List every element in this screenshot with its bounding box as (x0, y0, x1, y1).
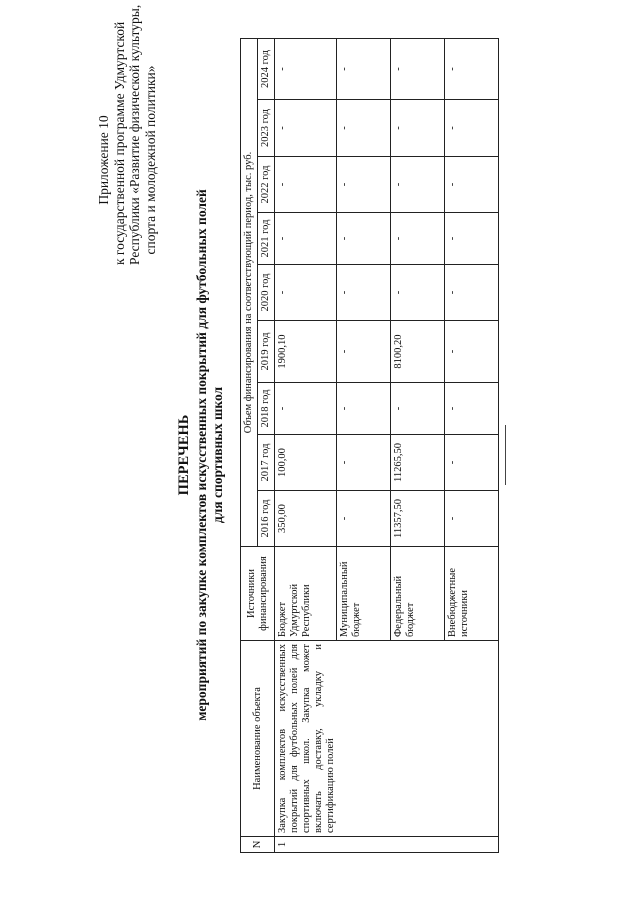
source-cell: Внебюджетные источники (445, 547, 499, 641)
value-cell: - (275, 383, 337, 435)
value-cell: - (445, 491, 499, 547)
value-cell: - (445, 383, 499, 435)
value-cell: - (445, 265, 499, 321)
value-cell: - (337, 157, 391, 213)
value-cell: - (445, 213, 499, 265)
value-cell: - (275, 100, 337, 157)
value-cell: - (337, 491, 391, 547)
value-cell: - (391, 100, 445, 157)
value-cell: - (445, 321, 499, 383)
header-number: N (241, 837, 275, 853)
header-volume: Объем финансирования на соответствующий период, тыс. руб. (241, 39, 258, 547)
year-header: 2021 год (258, 213, 275, 265)
value-cell: - (391, 213, 445, 265)
value-cell: - (445, 100, 499, 157)
year-header: 2020 год (258, 265, 275, 321)
value-cell: - (275, 265, 337, 321)
year-header: 2024 год (258, 39, 275, 100)
year-header: 2017 год (258, 435, 275, 491)
source-cell: Муниципальный бюджет (337, 547, 391, 641)
value-cell: - (275, 157, 337, 213)
appendix-note (96, 4, 158, 265)
value-cell: - (337, 39, 391, 100)
year-header: 2016 год (258, 491, 275, 547)
table-row (275, 39, 337, 853)
financing-table (240, 38, 499, 853)
year-header: 2018 год (258, 383, 275, 435)
value-cell: - (337, 100, 391, 157)
document-title (176, 125, 226, 785)
title-line: мероприятий по закупке комплектов искусственных покрытий для футбольных полей (194, 189, 209, 721)
value-cell: 11357,50 (391, 491, 445, 547)
value-cell: - (337, 213, 391, 265)
year-header: 2023 год (258, 100, 275, 157)
value-cell: - (337, 321, 391, 383)
value-cell: - (445, 435, 499, 491)
year-header: 2022 год (258, 157, 275, 213)
header-sources: Источники финансирования (241, 547, 275, 641)
title-heading: ПЕРЕЧЕНЬ (176, 414, 192, 496)
value-cell: 11265,50 (391, 435, 445, 491)
value-cell: 8100,20 (391, 321, 445, 383)
appendix-line: спорта и молодежной политики» (142, 65, 158, 255)
value-cell: - (275, 39, 337, 100)
value-cell: - (391, 39, 445, 100)
title-line: для спортивных школ (210, 386, 225, 524)
appendix-line: Республики «Развитие физической культуры, (127, 4, 142, 265)
appendix-line: к государственной программе Удмуртской (111, 21, 127, 265)
value-cell: - (337, 435, 391, 491)
value-cell: 350,00 (275, 491, 337, 547)
value-cell: - (337, 383, 391, 435)
value-cell: - (391, 383, 445, 435)
value-cell: - (445, 157, 499, 213)
value-cell: - (445, 39, 499, 100)
row-number: 1 (275, 837, 499, 853)
object-name: Закупка комплектов искусственных покрытий для футбольных полей для спортивных школ. Закупка может включать доставку, укладку и сертификацию полей (275, 641, 499, 837)
table-header-row (241, 39, 258, 853)
value-cell: - (391, 265, 445, 321)
value-cell: - (275, 213, 337, 265)
source-cell: Федеральный бюджет (391, 547, 445, 641)
separator-line (505, 425, 506, 485)
source-cell: Бюджет Удмуртской Республики (275, 547, 337, 641)
header-object: Наименование объекта (241, 641, 275, 837)
value-cell: 100,00 (275, 435, 337, 491)
year-header: 2019 год (258, 321, 275, 383)
appendix-line: Приложение 10 (96, 115, 111, 205)
value-cell: - (391, 157, 445, 213)
value-cell: - (337, 265, 391, 321)
value-cell: 1900,10 (275, 321, 337, 383)
